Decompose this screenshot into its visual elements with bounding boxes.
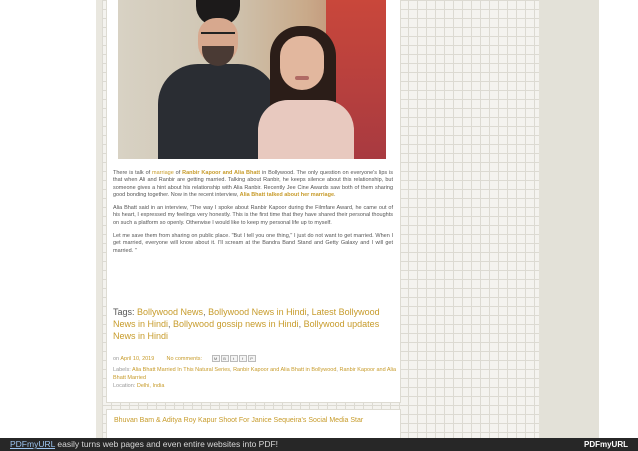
article-paragraph-1 (113, 170, 393, 199)
pdf-bar-text: easily turns web pages and even entire websites into PDF! (55, 439, 279, 449)
post-image[interactable] (118, 0, 386, 159)
label-link[interactable]: Alia Bhatt Married In This Natural Series (131, 367, 231, 373)
label-link[interactable]: Ranbir Kapoor and Alia Bhatt in Bollywood (233, 367, 337, 373)
location-label: Location: (113, 383, 136, 389)
photo-person-right-lips (295, 76, 309, 80)
text: in Bollywood. The only question on everyone's lips is that when Ali and Ranbir are getting married. Talking about Ranbir, he keeps silence about this relationship, but someone gives a hint about his relationship with Alia Ranbir. Recently Jee Cine Awards saw both of them sharing good bonding together. Now in the recent interview, (113, 170, 393, 198)
text: of (173, 170, 183, 176)
related-post-card (106, 409, 401, 439)
post-date-link[interactable]: April 10, 2019 (120, 356, 155, 362)
tag-link[interactable]: Bollywood updates News in Hindi (113, 319, 380, 341)
text: . (334, 191, 336, 198)
left-margin (0, 0, 96, 451)
labels-label: Labels: (113, 367, 131, 373)
photo-person-right-face (280, 36, 324, 90)
tag-separator: , (203, 307, 209, 317)
facebook-icon[interactable]: f (239, 355, 247, 362)
article-paragraph-2: Alia Bhatt said in an interview, "The way I spoke about Ranbir Kapoor during the Filmfare Award, he came out of his heart, I expressed my feelings very honestly. This is the first time that they have shared their personal thoughts on such a platform so openly. Otherwise I would like to keep my personal life up to myself. (113, 205, 393, 226)
tags-label: Tags: (113, 307, 135, 317)
location-link[interactable]: Delhi, India (136, 383, 165, 389)
label-link[interactable]: Ranbir Kapoor and Alia Bhatt Married (113, 367, 397, 381)
post-meta-line (113, 355, 398, 363)
pdfmyurl-logo[interactable]: PDFmyURL (583, 440, 628, 449)
post-labels-line: Labels: Alia Bhatt Married In This Natural Series, Ranbir Kapoor and Alia Bhatt in Bollywood, Ranbir Kapoor and Alia Bhatt Married (113, 367, 397, 381)
tag-link[interactable]: Bollywood News (137, 307, 204, 317)
photo-person-right-body (258, 100, 354, 159)
tag-link[interactable]: Latest Bollywood News in Hindi (113, 307, 380, 329)
email-icon[interactable]: M (212, 355, 220, 362)
tags-line (113, 306, 393, 342)
related-post-title[interactable]: Bhuvan Bam & Aditya Roy Kapur Shoot For Janice Sequeira's Social Media Star (114, 417, 364, 424)
tag-separator: , (168, 319, 174, 329)
share-buttons (212, 355, 256, 362)
tag-separator: , (298, 319, 304, 329)
article-paragraph-3: Let me save them from sharing on public place. "But I tell you one thing," I just do not want to get married. When I get married, everyone will know about it. I'll scream at the Bandra Band Stand and Getty Galaxy and I will get married. " (113, 233, 393, 254)
on-label: on (113, 356, 120, 362)
pinterest-icon[interactable]: P (248, 355, 256, 362)
alia-marriage-link[interactable]: Alia Bhatt talked about her marriage (239, 191, 335, 198)
blogthis-icon[interactable]: B (221, 355, 229, 362)
photo-person-left-glasses (201, 32, 235, 40)
tag-link[interactable]: Bollywood News in Hindi (208, 307, 307, 317)
ranbir-alia-link[interactable]: Ranbir Kapoor and Alia Bhatt (182, 170, 261, 176)
article-body (113, 170, 393, 261)
marriage-link[interactable]: marriage (152, 170, 174, 176)
comments-link[interactable]: No comments: (166, 356, 203, 362)
photo-person-left-beard (202, 46, 234, 66)
pdfmyurl-link[interactable]: PDFmyURL (10, 439, 56, 449)
post-location-line (113, 382, 398, 390)
post-footer (113, 355, 398, 390)
text: There is talk of (113, 170, 153, 176)
pdf-footer-bar (0, 438, 638, 451)
right-sidebar-band (539, 0, 599, 451)
twitter-icon[interactable]: t (230, 355, 238, 362)
tag-separator: , (306, 307, 312, 317)
tag-link[interactable]: Bollywood gossip news in Hindi (173, 319, 299, 329)
